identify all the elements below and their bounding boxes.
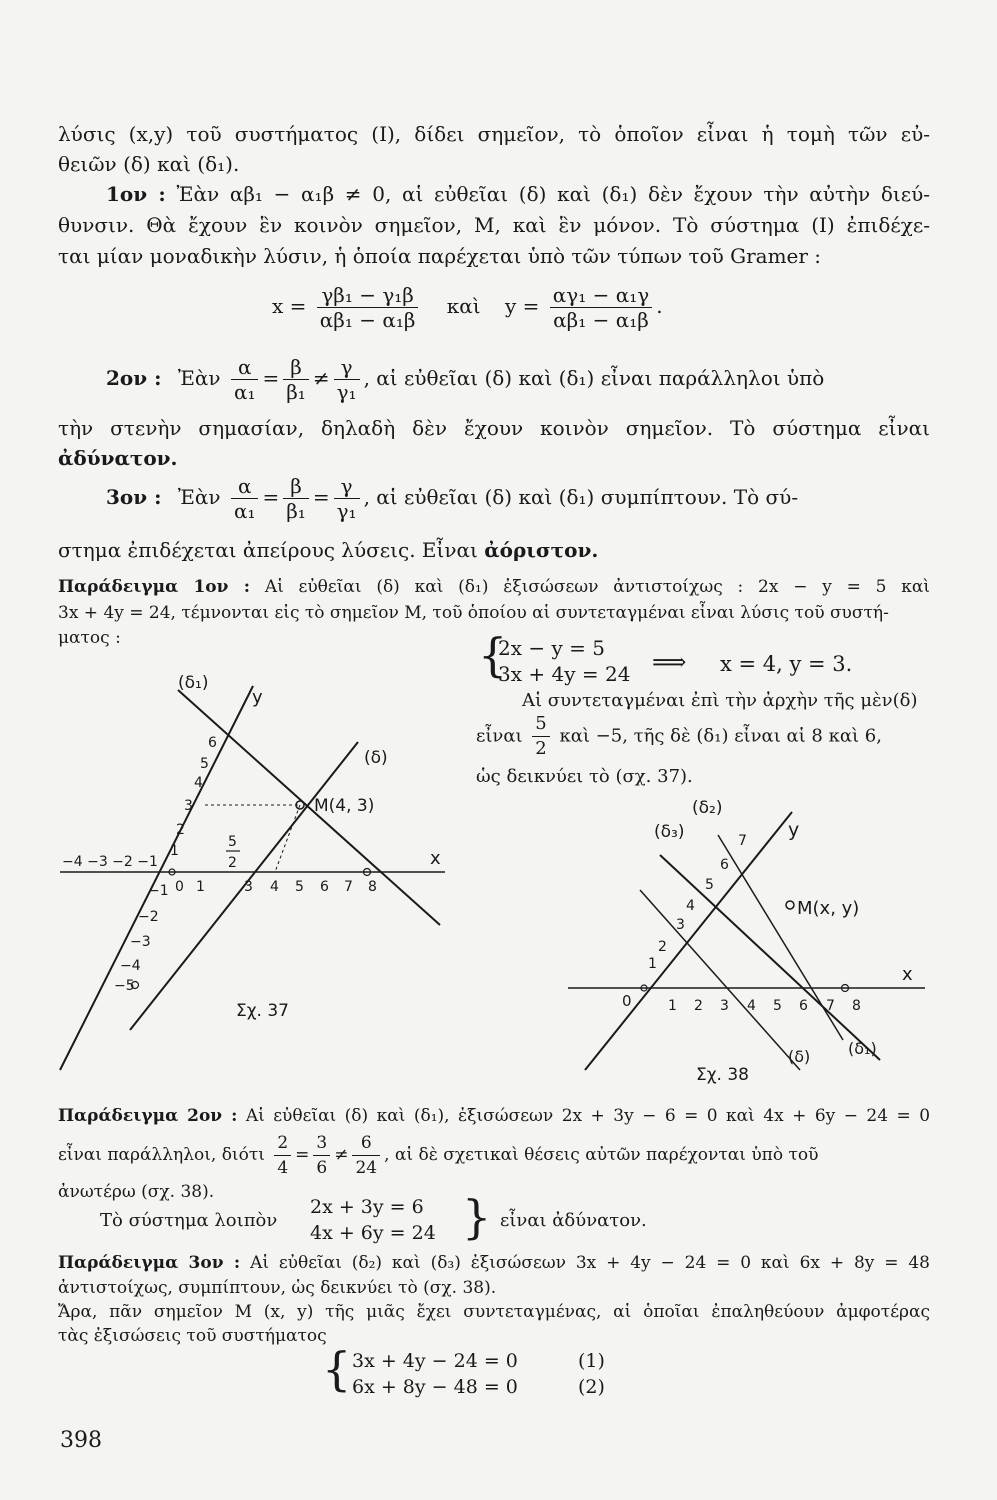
ex1-text1: Αἱ εὐθεῖαι (δ) καὶ (δ₁) ἐξισώσεων ἀντιστοίχως : 2x − y = 5 καὶ <box>264 577 931 597</box>
den: α₁ <box>233 380 256 404</box>
num: 2 <box>274 1131 291 1156</box>
case3-label: 3ον : <box>106 485 162 509</box>
ex1-line2: 3x + 4y = 24, τέμνονται εἰς τὸ σημεῖον Μ, τοῦ ὁποίου αἱ συντεταγμέναι εἶναι λύσις τοῦ συστή- <box>58 603 889 623</box>
case3-text: , αἱ εὐθεῖαι (δ) καὶ (δ₁) συμπίπτουν. Τὸ σύ- <box>363 485 799 509</box>
ex1-r2a: εἶναι <box>476 725 523 747</box>
tick: 7 <box>826 998 835 1014</box>
fig37-d1-line <box>60 686 253 1070</box>
den: γ₁ <box>336 380 357 404</box>
tick: 8 <box>852 998 861 1014</box>
tick: 1 <box>648 956 657 972</box>
num: γ <box>334 355 360 380</box>
tick: 5 <box>200 756 209 772</box>
case2-line3: ἀδύνατον. <box>58 446 178 470</box>
rel: = <box>262 485 280 509</box>
fig37-origin-label: 0 <box>175 879 184 895</box>
num: β <box>283 474 309 499</box>
tick: 6 <box>320 879 329 895</box>
ex3-sys2-no: (2) <box>578 1376 605 1398</box>
ex2-sys-result: εἶναι ἀδύνατον. <box>500 1210 647 1231</box>
tick: 3 <box>676 917 685 933</box>
ex1-result: x = 4, y = 3. <box>720 652 853 676</box>
fig38-y-axis <box>585 812 792 1070</box>
tick: 3 <box>720 998 729 1014</box>
ex2-line3: ἀνωτέρω (σχ. 38). <box>58 1182 215 1202</box>
ex1-label: Παράδειγμα 1ον : <box>58 577 251 597</box>
num: 3 <box>313 1131 330 1156</box>
num: α <box>231 355 259 380</box>
fig37-frac-den: 2 <box>228 855 237 871</box>
tick: 4 <box>270 879 279 895</box>
tick: 5 <box>773 998 782 1014</box>
fig38-d2-line <box>660 855 880 1060</box>
tick: −4 <box>120 958 141 974</box>
den: β₁ <box>286 499 306 523</box>
ex3-sys2: 6x + 8y − 48 = 0 <box>352 1376 518 1398</box>
tick: 1 <box>170 843 179 859</box>
y-lhs: y = <box>505 294 540 318</box>
case3-line2a: στημα ἐπιδέχεται ἀπείρους λύσεις. Εἶναι <box>58 538 485 562</box>
fig37-caption: Σχ. 37 <box>236 1001 290 1021</box>
tick: 4 <box>747 998 756 1014</box>
x-denominator: αβ₁ − α₁β <box>319 308 416 332</box>
ex2-brace: } <box>462 1190 492 1244</box>
ex2-line2a: εἶναι παράλληλοι, διότι <box>58 1145 265 1165</box>
rel: = <box>262 366 280 390</box>
tick: 7 <box>738 833 747 849</box>
tick: −5 <box>114 978 135 994</box>
tick: 6 <box>208 735 217 751</box>
num: 6 <box>352 1131 380 1156</box>
den: α₁ <box>233 499 256 523</box>
ex3-line1 <box>58 1250 930 1276</box>
rel: ≠ <box>334 1145 349 1165</box>
ex2-label: Παράδειγμα 2ον : <box>58 1106 238 1126</box>
fig38-origin-label: 0 <box>622 992 632 1010</box>
tick: 1 <box>196 879 205 895</box>
num: 5 <box>532 712 549 737</box>
and-word: καὶ <box>446 294 481 318</box>
case2-line2: τὴν στενὴν σημασίαν, δηλαδὴ δὲν ἔχουν κοινὸν σημεῖον. Τὸ σύστημα εἶναι <box>58 416 930 440</box>
ex1-r1: Αἱ συντεταγμέναι ἐπὶ τὴν ἀρχὴν τῆς μὲν(δ) <box>522 690 918 711</box>
ex3-line2: ἀντιστοίχως, συμπίπτουν, ὡς δεικνύει τὸ (σχ. 38). <box>58 1278 497 1298</box>
page-number: 398 <box>60 1428 102 1453</box>
ex3-sys1: 3x + 4y − 24 = 0 <box>352 1350 518 1372</box>
rel: = <box>295 1145 310 1165</box>
fig38-d2-label: (δ₂) <box>692 798 723 818</box>
fig38-M-label: M(x, y) <box>797 898 860 919</box>
fig37-dash-v <box>275 805 300 872</box>
fig37-frac-num: 5 <box>228 834 237 850</box>
ex2-frac1 <box>274 1131 291 1180</box>
fig37-M-label: M(4, 3) <box>314 796 375 816</box>
tick: 6 <box>799 998 808 1014</box>
tick: −1 <box>148 883 169 899</box>
fig38-point-M <box>786 901 794 909</box>
fig37-y-label: y <box>252 687 263 708</box>
tick: 2 <box>176 822 185 838</box>
case1-line2: θυνσιν. Θὰ ἔχουν ἓν κοινὸν σημεῖον, Μ, καὶ ἓν μόνον. Τὸ σύστημα (I) ἐπιδέχε- <box>58 213 930 237</box>
ex2-frac2 <box>313 1131 330 1180</box>
case3-line2b: ἀόριστον. <box>484 538 599 562</box>
ex2-line1 <box>58 1103 930 1129</box>
ex1-sys1: 2x − y = 5 <box>498 636 605 660</box>
y-denominator: αβ₁ − α₁β <box>553 308 649 332</box>
tick: 2 <box>694 998 703 1014</box>
fig38-y-ticks <box>648 833 747 972</box>
den: 6 <box>316 1158 328 1178</box>
y-end: . <box>656 294 663 318</box>
ex2-sys-intro: Τὸ σύστημα λοιπὸν <box>100 1210 278 1231</box>
case2-text: , αἱ εὐθεῖαι (δ) καὶ (δ₁) εἶναι παράλληλοι ὑπὸ <box>363 366 825 390</box>
ex3-text1: Αἱ εὐθεῖαι (δ₂) καὶ (δ₃) ἐξισώσεων 3x + 4y − 24 = 0 καὶ 6x + 8y = 48 <box>250 1253 930 1273</box>
den: γ₁ <box>336 499 357 523</box>
fig38-caption: Σχ. 38 <box>696 1065 750 1085</box>
case2-if: Ἐὰν <box>177 366 221 390</box>
ex1-arrow: ⟹ <box>652 648 687 676</box>
para1-line1: λύσις (x,y) τοῦ συστήματος (I), δίδει σημεῖον, τὸ ὁποῖον εἶναι ἡ τομὴ τῶν εὐ- <box>58 122 930 146</box>
tick: −3 <box>130 934 151 950</box>
ex3-brace: { <box>322 1342 352 1396</box>
ex2-text1: Αἱ εὐθεῖαι (δ) καὶ (δ₁), ἐξισώσεων 2x + 3y − 6 = 0 καὶ 4x + 6y − 24 = 0 <box>245 1106 931 1126</box>
case2-label: 2ον : <box>106 366 162 390</box>
ex1-line3: ματος : <box>58 628 121 648</box>
fig37-d-label: (δ) <box>364 748 388 768</box>
tick: 3 <box>184 798 193 814</box>
den: 24 <box>355 1158 378 1178</box>
num: α <box>231 474 259 499</box>
tick: 4 <box>686 898 695 914</box>
case1-label: 1ον : <box>106 182 166 206</box>
den: 4 <box>277 1158 289 1178</box>
ex1-sys2: 3x + 4y = 24 <box>498 662 631 686</box>
ex3-line4: τὰς ἐξισώσεις τοῦ συστήματος <box>58 1326 327 1346</box>
ex3-sys1-no: (1) <box>578 1350 605 1372</box>
ex1-r3: ὡς δεικνύει τὸ (σχ. 37). <box>476 766 693 787</box>
tick: 1 <box>668 998 677 1014</box>
fig37-neg-x-ticks: −4 −3 −2 −1 <box>62 854 158 870</box>
tick: 5 <box>705 877 714 893</box>
rel: ≠ <box>312 366 330 390</box>
fig37-d1b-line <box>178 690 440 925</box>
fig38-d-line <box>640 890 800 1070</box>
rel: = <box>312 485 330 509</box>
ex2-sys1: 2x + 3y = 6 <box>310 1196 424 1218</box>
tick: −2 <box>138 909 159 925</box>
num: β <box>283 355 309 380</box>
x-numerator: γβ₁ − γ₁β <box>317 283 419 308</box>
fig38-d1-label: (δ₁) <box>848 1039 877 1058</box>
para1-line2: θειῶν (δ) καὶ (δ₁). <box>58 152 240 176</box>
fig37-x-label: x <box>430 848 441 869</box>
ex3-line3: Ἄρα, πᾶν σημεῖον Μ (x, y) τῆς μιᾶς ἔχει συντεταγμένας, αἱ ὁποῖαι ἐπαληθεύουν ἀμφοτέρας <box>58 1302 930 1322</box>
tick: 8 <box>368 879 377 895</box>
tick: 2 <box>658 939 667 955</box>
fig37-x-ticks <box>196 879 377 895</box>
num: γ <box>334 474 360 499</box>
y-numerator: αγ₁ − α₁γ <box>550 283 652 308</box>
ex1-brace: { <box>478 628 508 682</box>
figure-38 <box>568 812 925 1070</box>
fig37-d1-label: (δ₁) <box>178 673 209 693</box>
tick: 6 <box>720 857 729 873</box>
fig38-x-label: x <box>902 964 913 985</box>
fig38-y-label: y <box>788 819 800 841</box>
case3-if: Ἐὰν <box>177 485 221 509</box>
ex1-r2b: καὶ −5, τῆς δὲ (δ₁) εἶναι αἱ 8 καὶ 6, <box>559 725 882 747</box>
fig38-d-label: (δ) <box>788 1047 811 1066</box>
fig38-x-ticks <box>668 998 861 1014</box>
tick: 5 <box>295 879 304 895</box>
ex2-line2b: , αἱ δὲ σχετικαὶ θέσεις αὐτῶν παρέχονται ὑπὸ τοῦ <box>384 1145 819 1165</box>
ex2-sys2: 4x + 6y = 24 <box>310 1222 436 1244</box>
tick: 3 <box>244 879 253 895</box>
x-lhs: x = <box>272 294 307 318</box>
fig38-d3-label: (δ₃) <box>654 822 685 842</box>
case1-line3: ται μίαν μοναδικὴν λύσιν, ἡ ὁποία παρέχεται ὑπὸ τῶν τύπων τοῦ Gramer : <box>58 244 822 268</box>
ex2-frac3 <box>352 1131 380 1180</box>
tick: 7 <box>344 879 353 895</box>
den: β₁ <box>286 380 306 404</box>
ex3-label: Παράδειγμα 3ον : <box>58 1253 241 1273</box>
case1-text1: Ἐὰν αβ₁ − α₁β ≠ 0, αἱ εὐθεῖαι (δ) καὶ (δ₁) δὲν ἔχουν τὴν αὐτὴν διεύ- <box>176 182 930 206</box>
den: 2 <box>535 738 547 759</box>
ex2-line2 <box>58 1131 818 1180</box>
tick: 4 <box>194 775 203 791</box>
